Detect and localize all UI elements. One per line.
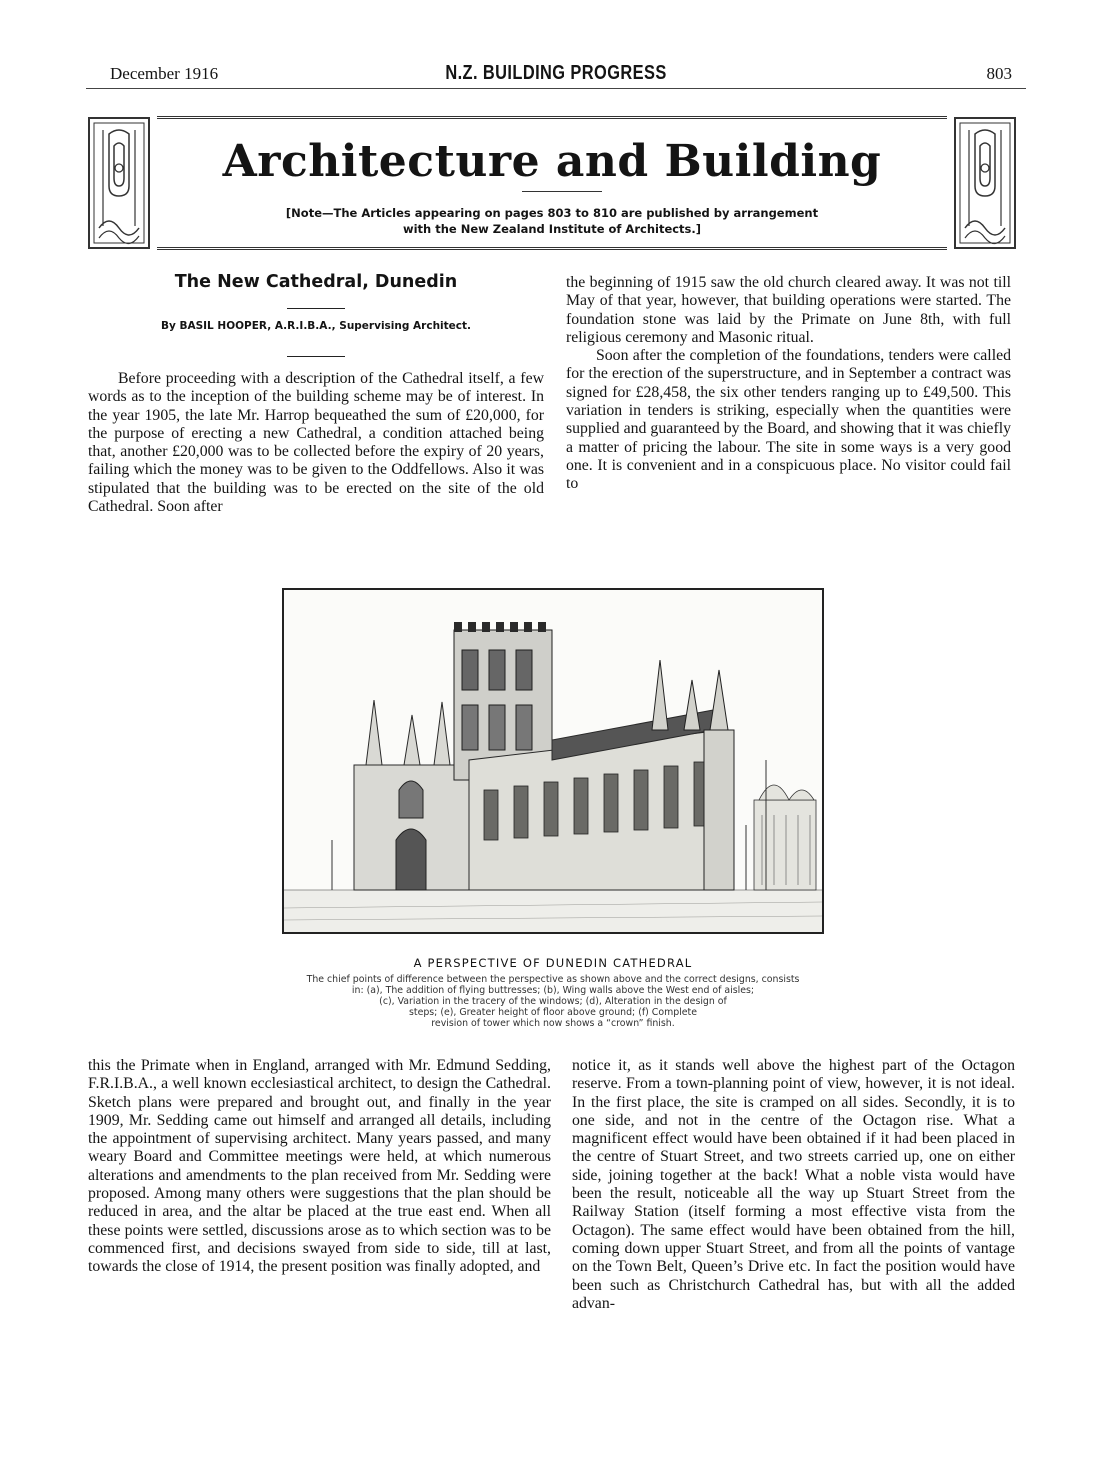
issue-date: December 1916 xyxy=(110,64,219,83)
section-note xyxy=(87,205,1017,237)
journal-title: N.Z. BUILDING PROGRESS xyxy=(445,62,667,84)
header-rule xyxy=(86,88,1026,89)
caption-line: steps; (e), Greater height of floor above ground; (f) Complete xyxy=(409,1007,697,1018)
caption-line: (c), Variation in the tracery of the windows; (d), Alteration in the design of xyxy=(379,996,727,1007)
figure-title: A PERSPECTIVE OF DUNEDIN CATHEDRAL xyxy=(413,956,693,970)
running-head xyxy=(86,62,1026,92)
section-note-line: [Note—The Articles appearing on pages 803 to 810 are published by arrangement xyxy=(285,206,819,220)
title-underline xyxy=(522,191,602,192)
byline-rule xyxy=(287,356,345,357)
paragraph: Before proceeding with a description of the Cathedral itself, a few words as to the inception of the building scheme may be of interest. In the year 1905, the late Mr. Harrop bequeathed the sum of £20,000, for the purpose of erecting a new Cathedral, a condition attached being that, another £20,000 was to be collected before the expiry of 20 years, failing which the money was to be given to the Oddfellows. Also it was stipulated that the building was to be erected on the site of the old Cathedral. Soon after xyxy=(88,370,544,516)
scroll-ornament-icon xyxy=(953,116,1017,250)
byline: By BASIL HOOPER, A.R.I.B.A., Supervising Architect. xyxy=(160,320,472,332)
paragraph: the beginning of 1915 saw the old church cleared away. It was not till May of that year, however, that building operations were started. The foundation stone was laid by the Primate on June 8th, with full religious ceremony and Masonic ritual. xyxy=(566,274,1011,346)
upper-right-column xyxy=(566,274,1011,494)
paragraph: Soon after the completion of the foundations, tenders were called for the erection of the superstructure, and in September a contract was signed for £28,458, the six other tenders ranging up to £49,500. This variation in tenders is striking, especially when the quantities were supplied and guaranteed by the Board, and showing that it was chiefly a matter of pricing the labour. The site in some ways is a very good one. It is convenient and in a conspicuous place. No visitor could fail to xyxy=(566,347,1011,493)
article-title: The New Cathedral, Dunedin xyxy=(174,272,458,292)
caption-line: The chief points of difference between the perspective as shown above and the correct designs, consists xyxy=(306,974,800,985)
caption-line: revision of tower which now shows a “crown” finish. xyxy=(431,1018,675,1029)
figure-caption xyxy=(268,974,838,1029)
cathedral-illustration xyxy=(282,588,824,934)
section-note-line: with the New Zealand Institute of Architects.] xyxy=(402,222,702,236)
paragraph: this the Primate when in England, arranged with Mr. Edmund Sedding, F.R.I.B.A., a well known ecclesiastical architect, to design the Cathedral. Sketch plans were prepared and brought out, and finally in the year 1909, Mr. Sedding came out himself and arranged all details, including the appointment of supervising architect. Many years passed, and many weary Board and Committee meetings were held, at which numerous alterations and amendments to the plan received from Mr. Sedding were proposed. Among many others were suggestions that the plan should be reduced in area, and the altar be placed at the true east end. When all these points were settled, discussions arose as to which section was to be commenced first, and decisions swayed from side to side, till at last, towards the close of 1914, the present position was finally adopted, and xyxy=(88,1057,551,1276)
upper-left-column xyxy=(88,370,544,516)
lower-right-column xyxy=(572,1057,1015,1313)
page-number: 803 xyxy=(986,64,1012,83)
paragraph: notice it, as it stands well above the highest part of the Octagon reserve. From a town-planning point of view, however, it is not ideal. In the first place, the site is cramped on all sides. Secondly, it is to one side, and not in the centre of the Octagon rise. What a magnificent effect would have been obtained if it had been placed in the centre of Stuart Street, and two streets carried up, one on either side, joining together at the back! What a noble vista would have been the result, noticeable all the way up Stuart Street from the Railway Station (itself forming a most effective vista from the Octagon). The same effect would have been obtained from the hill, coming down upper Stuart Street, and from all the points of vantage on the Town Belt, Queen’s Drive etc. In fact the position would have been such as Christchurch Cathedral has, but with all the added advan- xyxy=(572,1057,1015,1312)
lower-left-column xyxy=(88,1057,551,1277)
section-banner xyxy=(87,116,1017,250)
caption-line: in: (a), The addition of flying buttresses; (b), Wing walls above the West end of aisles; xyxy=(351,985,755,996)
section-title: Architecture and Building xyxy=(222,136,882,187)
title-rule xyxy=(287,308,345,309)
